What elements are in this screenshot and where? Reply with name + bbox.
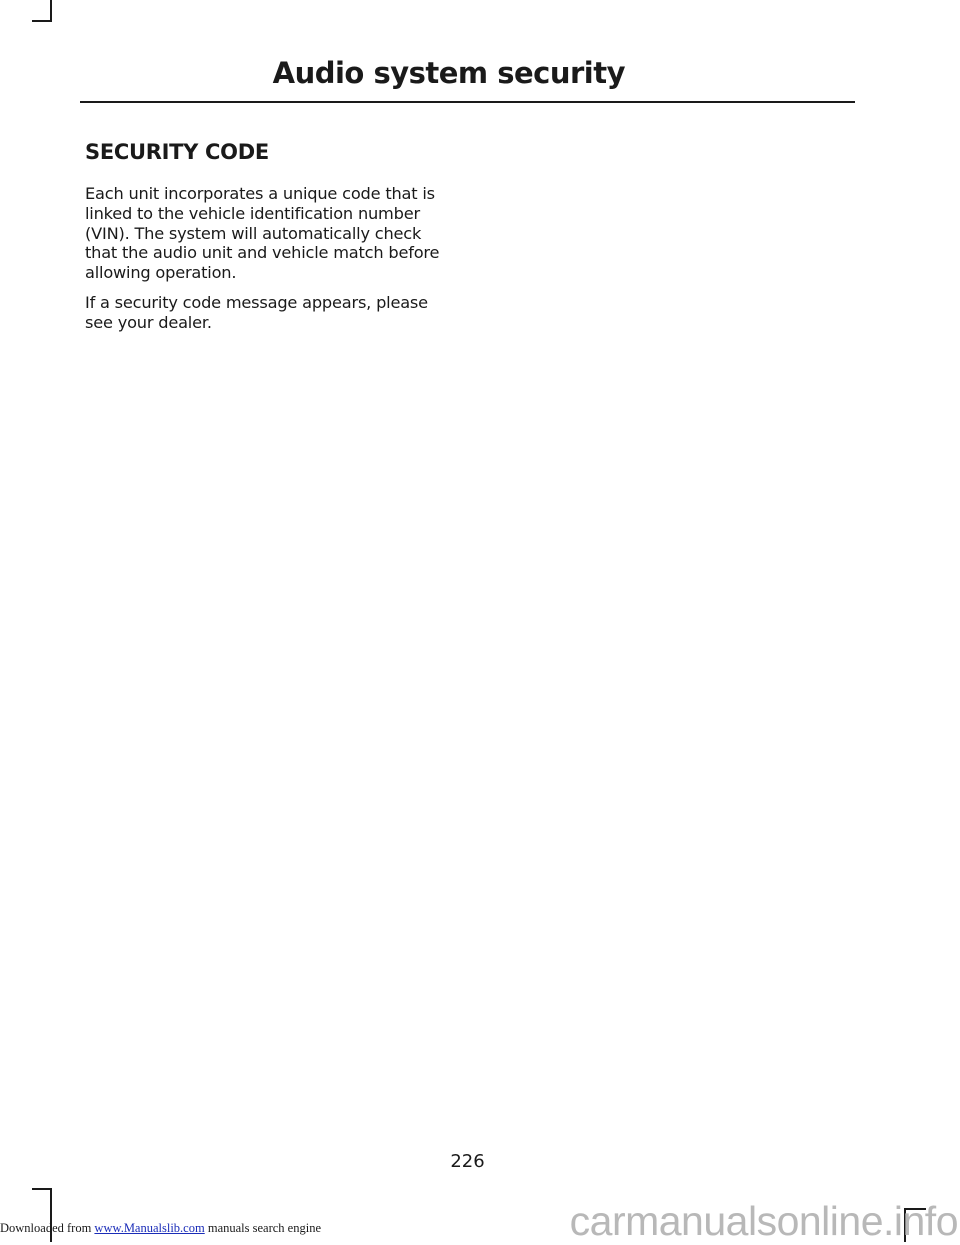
footer-prefix: Downloaded from: [0, 1221, 95, 1235]
page-number: 226: [450, 1151, 485, 1172]
section-body: [85, 184, 453, 343]
download-footer: [0, 1221, 321, 1236]
section-heading: SECURITY CODE: [85, 140, 269, 164]
footer-suffix: manuals search engine: [204, 1221, 321, 1235]
page-header-title: Audio system security: [272, 56, 625, 90]
manualslib-link[interactable]: www.Manualslib.com: [94, 1221, 205, 1235]
header-divider: [80, 101, 855, 103]
crop-mark: [50, 0, 52, 22]
paragraph: If a security code message appears, please see your dealer.: [85, 292, 428, 332]
crop-mark: [32, 1188, 52, 1190]
watermark: carmanualsonline.info: [569, 1198, 958, 1244]
paragraph: Each unit incorporates a unique code that is linked to the vehicle identification number (VIN). The system will automatically check that the audio unit and vehicle match before allowing operation.: [85, 184, 440, 283]
crop-mark: [32, 20, 52, 22]
